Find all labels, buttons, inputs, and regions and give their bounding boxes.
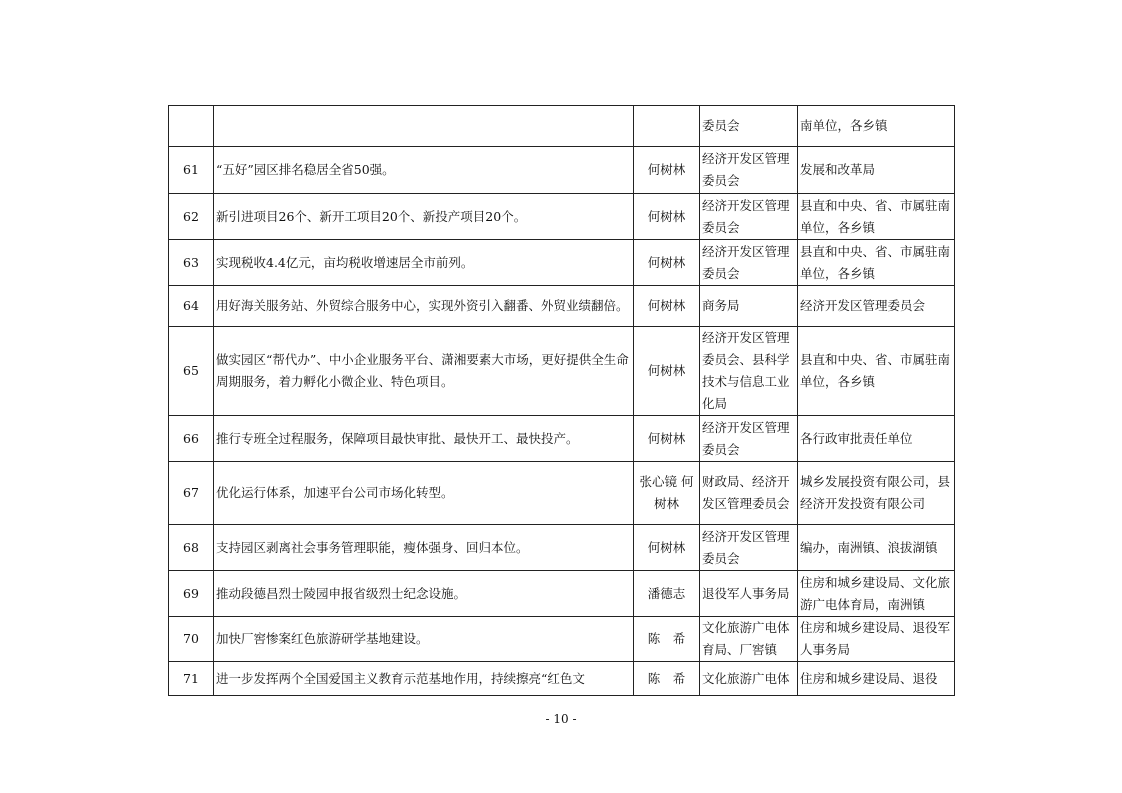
lead-official: 张心镜 何树林 [634, 462, 700, 525]
row-number: 68 [169, 525, 214, 571]
cooperating-units: 住房和城乡建设局、退役军人事务局 [798, 617, 955, 662]
lead-official: 何树林 [634, 194, 700, 240]
responsible-unit: 退役军人事务局 [700, 571, 798, 617]
lead-official: 陈 希 [634, 617, 700, 662]
lead-official [634, 106, 700, 147]
responsible-unit: 财政局、经济开发区管理委员会 [700, 462, 798, 525]
task-text: 新引进项目26个、新开工项目20个、新投产项目20个。 [214, 194, 634, 240]
row-number: 63 [169, 240, 214, 286]
responsible-unit: 经济开发区管理委员会、县科学技术与信息工业化局 [700, 327, 798, 416]
task-text: 实现税收4.4亿元，亩均税收增速居全市前列。 [214, 240, 634, 286]
row-number: 70 [169, 617, 214, 662]
page-number: - 10 - [545, 712, 577, 726]
row-number: 62 [169, 194, 214, 240]
cooperating-units: 县直和中央、省、市属驻南单位，各乡镇 [798, 327, 955, 416]
task-text: 进一步发挥两个全国爱国主义教育示范基地作用，持续擦亮“红色文 [214, 662, 634, 696]
row-number: 65 [169, 327, 214, 416]
table-row [169, 194, 955, 240]
responsible-unit: 商务局 [700, 286, 798, 327]
table-row [169, 617, 955, 662]
cooperating-units: 县直和中央、省、市属驻南单位，各乡镇 [798, 240, 955, 286]
responsible-unit: 经济开发区管理委员会 [700, 194, 798, 240]
table-row [169, 147, 955, 194]
table-row [169, 327, 955, 416]
task-text: 加快厂窖惨案红色旅游研学基地建设。 [214, 617, 634, 662]
table-row [169, 525, 955, 571]
row-number: 71 [169, 662, 214, 696]
responsible-unit: 经济开发区管理委员会 [700, 416, 798, 462]
table-row [169, 416, 955, 462]
table-row [169, 462, 955, 525]
lead-official: 何树林 [634, 525, 700, 571]
row-number [169, 106, 214, 147]
cooperating-units: 发展和改革局 [798, 147, 955, 194]
row-number: 66 [169, 416, 214, 462]
responsible-unit: 经济开发区管理委员会 [700, 240, 798, 286]
task-table [168, 105, 955, 696]
task-text: 支持园区剥离社会事务管理职能，瘦体强身、回归本位。 [214, 525, 634, 571]
task-text: “五好”园区排名稳居全省50强。 [214, 147, 634, 194]
lead-official: 何树林 [634, 147, 700, 194]
lead-official: 何树林 [634, 240, 700, 286]
row-number: 64 [169, 286, 214, 327]
cooperating-units: 住房和城乡建设局、退役 [798, 662, 955, 696]
table-row [169, 571, 955, 617]
table-row [169, 662, 955, 696]
task-text: 推动段德昌烈士陵园申报省级烈士纪念设施。 [214, 571, 634, 617]
cooperating-units: 住房和城乡建设局、文化旅游广电体育局，南洲镇 [798, 571, 955, 617]
lead-official: 何树林 [634, 286, 700, 327]
lead-official: 陈 希 [634, 662, 700, 696]
cooperating-units: 南单位，各乡镇 [798, 106, 955, 147]
cooperating-units: 县直和中央、省、市属驻南单位，各乡镇 [798, 194, 955, 240]
task-text: 用好海关服务站、外贸综合服务中心，实现外资引入翻番、外贸业绩翻倍。 [214, 286, 634, 327]
responsible-unit: 委员会 [700, 106, 798, 147]
row-number: 61 [169, 147, 214, 194]
task-text [214, 106, 634, 147]
task-text: 优化运行体系，加速平台公司市场化转型。 [214, 462, 634, 525]
row-number: 67 [169, 462, 214, 525]
task-text: 做实园区“帮代办”、中小企业服务平台、潇湘要素大市场，更好提供全生命周期服务，着力孵化小微企业、特色项目。 [214, 327, 634, 416]
responsible-unit: 文化旅游广电体 [700, 662, 798, 696]
lead-official: 潘德志 [634, 571, 700, 617]
table-row [169, 240, 955, 286]
cooperating-units: 各行政审批责任单位 [798, 416, 955, 462]
cooperating-units: 编办，南洲镇、浪拔湖镇 [798, 525, 955, 571]
cooperating-units: 城乡发展投资有限公司，县经济开发投资有限公司 [798, 462, 955, 525]
lead-official: 何树林 [634, 327, 700, 416]
lead-official: 何树林 [634, 416, 700, 462]
row-number: 69 [169, 571, 214, 617]
responsible-unit: 经济开发区管理委员会 [700, 525, 798, 571]
responsible-unit: 文化旅游广电体育局、厂窖镇 [700, 617, 798, 662]
task-text: 推行专班全过程服务，保障项目最快审批、最快开工、最快投产。 [214, 416, 634, 462]
cooperating-units: 经济开发区管理委员会 [798, 286, 955, 327]
table-row [169, 106, 955, 147]
responsible-unit: 经济开发区管理委员会 [700, 147, 798, 194]
table-row [169, 286, 955, 327]
